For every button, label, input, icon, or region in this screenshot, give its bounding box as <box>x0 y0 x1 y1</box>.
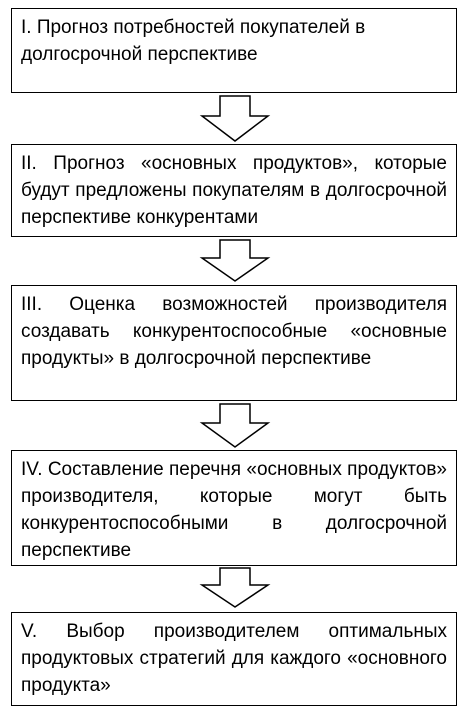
step-1-text: I. Прогноз потребностей покупателей в долгосрочной перспективе <box>21 17 366 65</box>
step-1-box <box>11 8 457 93</box>
step-4-text: IV. Составление перечня «основных продуктов» производителя, которые могут быть конкурентоспособными в долгосрочной перспективе <box>21 459 447 561</box>
down-arrow-icon <box>199 239 271 283</box>
step-5-text: V. Выбор производителем оптимальных продуктовых стратегий для каждого «основного продукта» <box>21 621 447 696</box>
step-3-box <box>11 285 457 401</box>
step-2-box <box>11 144 457 237</box>
down-arrow-icon <box>199 95 271 143</box>
step-2-text: II. Прогноз «основных продуктов», которые будут предложены покупателям в долгосрочной перспективе конкурентами <box>21 153 447 228</box>
step-4-box <box>11 450 457 566</box>
down-arrow-icon <box>199 567 271 609</box>
down-arrow-icon <box>199 403 271 449</box>
step-5-box <box>11 612 457 706</box>
step-3-text: III. Оценка возможностей производителя создавать конкурентоспособные «основные продукты» в долгосрочной перспективе <box>21 294 447 369</box>
